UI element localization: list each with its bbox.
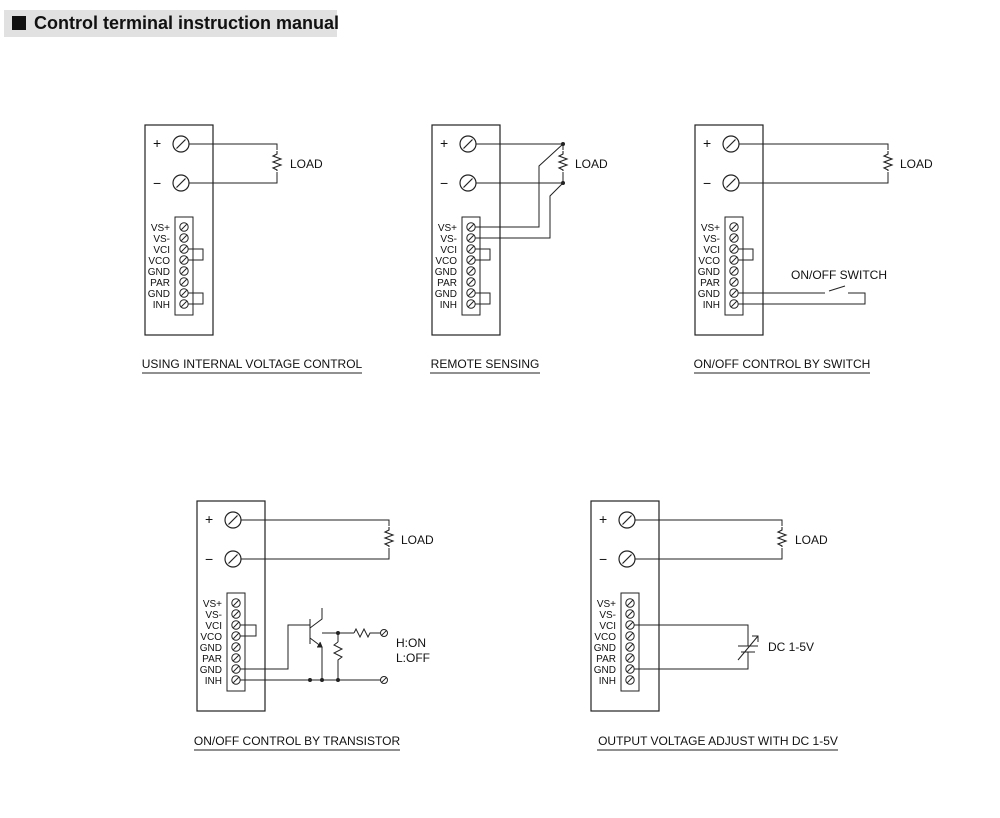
diagram-caption: ON/OFF CONTROL BY SWITCH [693, 357, 871, 371]
pin-label: VCI [703, 245, 720, 256]
pin-label: VCO [698, 256, 720, 267]
minus-label: − [440, 175, 449, 191]
pin-label: VS+ [150, 223, 170, 234]
pin-label: PAR [150, 278, 170, 289]
load-label: LOAD [575, 157, 608, 171]
pin-label: INH [702, 300, 720, 311]
pin-label: VS+ [202, 599, 222, 610]
pin-label: VCO [435, 256, 457, 267]
l-off-label: L:OFF [396, 651, 431, 665]
pin-label: VCO [148, 256, 170, 267]
pin-label: PAR [202, 654, 222, 665]
load-label: LOAD [290, 157, 323, 171]
pin-label: INH [152, 300, 170, 311]
pin-label: VS- [599, 610, 616, 621]
minus-label: − [153, 175, 162, 191]
pin-label: GND [147, 289, 170, 300]
pin-label: VCI [153, 245, 170, 256]
pin-label: INH [439, 300, 457, 311]
plus-label: + [703, 135, 712, 151]
pin-label: VS+ [596, 599, 616, 610]
pin-label: VS- [205, 610, 222, 621]
pin-label: VS- [153, 234, 170, 245]
minus-label: − [703, 175, 712, 191]
plus-label: + [205, 511, 214, 527]
diagram-internal-voltage [142, 125, 362, 373]
pin-label: VCO [200, 632, 222, 643]
pin-label: GND [697, 289, 720, 300]
page-title: Control terminal instruction manual [34, 13, 340, 33]
plus-label: + [153, 135, 162, 151]
pin-label: INH [598, 676, 616, 687]
pin-label: GND [593, 665, 616, 676]
pin-label: VCI [440, 245, 457, 256]
pin-label: GND [697, 267, 720, 278]
load-label: LOAD [900, 157, 933, 171]
pin-label: VS- [440, 234, 457, 245]
dc-label: DC 1-5V [768, 640, 815, 654]
h-on-label: H:ON [396, 636, 426, 650]
pin-label: VS+ [437, 223, 457, 234]
pin-label: PAR [437, 278, 457, 289]
pin-label: GND [593, 643, 616, 654]
pin-label: PAR [700, 278, 720, 289]
pin-label: VCO [594, 632, 616, 643]
pin-label: INH [204, 676, 222, 687]
pin-label: GND [199, 643, 222, 654]
diagram-caption: REMOTE SENSING [430, 357, 540, 371]
plus-label: + [599, 511, 608, 527]
diagram-caption: OUTPUT VOLTAGE ADJUST WITH DC 1-5V [598, 734, 838, 748]
load-label: LOAD [401, 533, 434, 547]
pin-label: VCI [205, 621, 222, 632]
switch-label: ON/OFF SWITCH [791, 268, 887, 282]
pin-label: GND [147, 267, 170, 278]
pin-label: GND [199, 665, 222, 676]
minus-label: − [205, 551, 214, 567]
pin-label: VS- [703, 234, 720, 245]
pin-label: GND [434, 267, 457, 278]
diagram-transistor-control [194, 501, 400, 750]
diagram-caption: ON/OFF CONTROL BY TRANSISTOR [193, 734, 401, 748]
pin-label: VS+ [700, 223, 720, 234]
plus-label: + [440, 135, 449, 151]
diagram-switch-control [694, 125, 895, 373]
minus-label: − [599, 551, 608, 567]
load-label: LOAD [795, 533, 828, 547]
diagram-caption: USING INTERNAL VOLTAGE CONTROL [141, 357, 363, 371]
pin-label: VCI [599, 621, 616, 632]
pin-label: GND [434, 289, 457, 300]
pin-label: PAR [596, 654, 616, 665]
